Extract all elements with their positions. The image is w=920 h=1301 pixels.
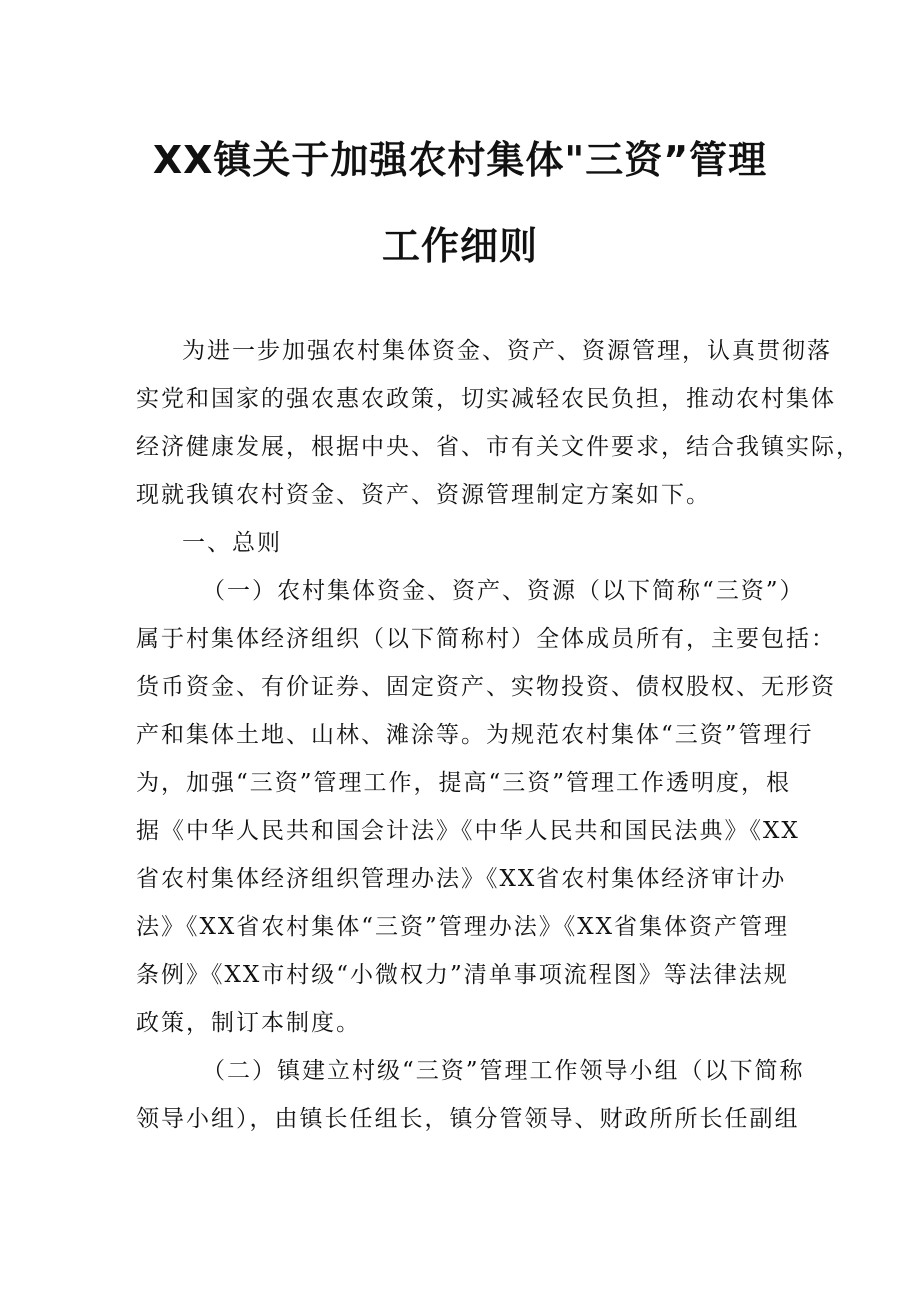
body-line: 货币资金、有价证券、固定资产、实物投资、债权股权、无形资 (136, 674, 836, 700)
body-line: 省农村集体经济组织管理办法》《XX省农村集体经济审计办 (136, 866, 787, 892)
body-line: 领导小组），由镇长任组长，镇分管领导、财政所所长任副组 (136, 1106, 800, 1132)
body-line: 据《中华人民共和国会计法》《中华人民共和国民法典》《XX (136, 818, 800, 844)
document-title-line-2: 工作细则 (381, 224, 538, 268)
body-line: 法》《XX省农村集体“三资”管理办法》《XX省集体资产管理 (136, 914, 790, 940)
body-line: 为，加强“三资”管理工作，提高“三资”管理工作透明度，根 (136, 770, 792, 796)
document-title-line-1: XX镇关于加强农村集体"三资”管理 (152, 138, 768, 182)
body-line: （二）镇建立村级“三资”管理工作领导小组（以下简称 (202, 1058, 805, 1084)
body-line: 为进一步加强农村集体资金、资产、资源管理，认真贯彻落 (182, 338, 832, 364)
body-line: （一）农村集体资金、资产、资源（以下简称“三资”） (202, 578, 805, 604)
body-line: 属于村集体经济组织（以下简称村）全体成员所有，主要包括： (136, 626, 836, 652)
body-line: 实党和国家的强农惠农政策，切实减轻农民负担，推动农村集体 (136, 386, 836, 412)
body-line: 条例》《XX市村级“小微权力”清单事项流程图》等法律法规 (136, 962, 789, 988)
body-line: 经济健康发展，根据中央、省、市有关文件要求，结合我镇实际， (136, 434, 861, 460)
section-heading: 一、总则 (182, 530, 282, 556)
body-line: 政策，制订本制度。 (136, 1010, 361, 1036)
body-line: 现就我镇农村资金、资产、资源管理制定方案如下。 (136, 482, 711, 508)
body-line: 产和集体土地、山林、滩涂等。为规范农村集体“三资”管理行 (136, 722, 814, 748)
